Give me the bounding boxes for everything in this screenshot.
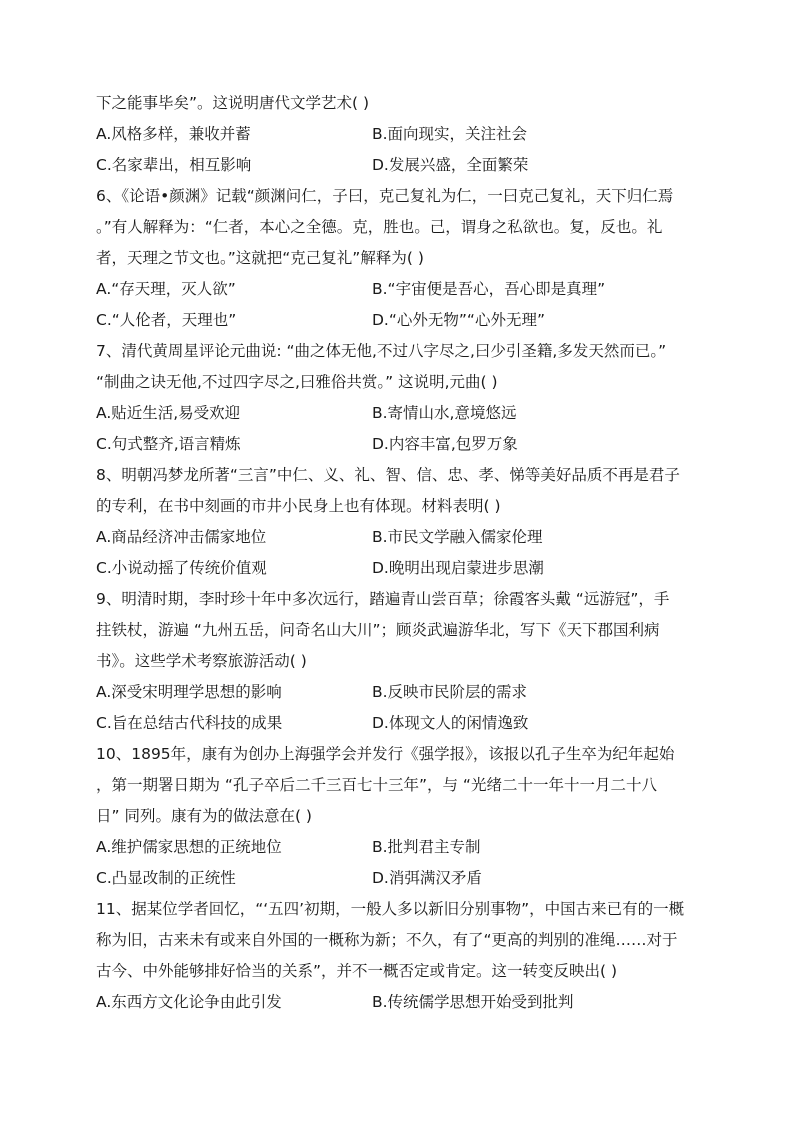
question-7-options-row-1	[96, 398, 696, 429]
question-8-options-row-1	[96, 522, 696, 553]
question-8-stem-line: 8、明朝冯梦龙所著“三言”中仁、义、礼、智、信、忠、孝、悌等美好品质不再是君子	[96, 466, 680, 484]
question-9-options-row-2	[96, 708, 696, 739]
question-7-option-b[interactable]: B.寄情山水,意境悠远	[372, 404, 517, 422]
question-9-option-c[interactable]: C.旨在总结古代科技的成果	[96, 714, 283, 732]
question-6-stem-line: 。”有人解释为：“仁者，本心之全德。克，胜也。己，谓身之私欲也。复，反也。礼	[96, 218, 663, 236]
question-9-stem-line: 9、明清时期，李时珍十年中多次远行，踏遍青山尝百草；徐霞客头戴 “远游冠”，手	[96, 590, 670, 608]
question-9-stem-line: 书》。这些学术考察旅游活动( )	[96, 652, 307, 670]
question-6-option-a[interactable]: A.“存天理，灭人欲”	[96, 280, 236, 298]
question-6-stem-line: 者，天理之节文也。”这就把“克己复礼”解释为( )	[96, 249, 424, 267]
question-6-options-row-2	[96, 305, 696, 336]
question-10-option-c[interactable]: C.凸显改制的正统性	[96, 869, 236, 887]
question-11-stem-line: 11、据某位学者回忆，“‘五四’初期，一般人多以新旧分别事物”，中国古来已有的一概	[96, 900, 685, 918]
question-8-option-a[interactable]: A.商品经济冲击儒家地位	[96, 528, 267, 546]
question-6-option-d[interactable]: D.“心外无物”“心外无理”	[372, 311, 545, 329]
question-9-option-b[interactable]: B.反映市民阶层的需求	[372, 683, 528, 701]
question-8-option-b[interactable]: B.市民文学融入儒家伦理	[372, 528, 543, 546]
question-10-stem-line: ，第一期署日期为 “孔子卒后二千三百七十三年”，与 “光绪二十一年十一月二十八	[96, 776, 657, 794]
question-10-options-row-1	[96, 832, 696, 863]
question-10-options-row-2	[96, 863, 696, 894]
question-5-option-d[interactable]: D.发展兴盛，全面繁荣	[372, 156, 529, 174]
question-7-option-a[interactable]: A.贴近生活,易受欢迎	[96, 404, 241, 422]
question-6-options-row-1	[96, 274, 696, 305]
question-8-option-c[interactable]: C.小说动摇了传统价值观	[96, 559, 267, 577]
question-5-options-row-2	[96, 150, 696, 181]
question-7-options-row-2	[96, 429, 696, 460]
question-11-stem-line: 称为旧，古来未有或来自外国的一概称为新；不久，有了“更高的判别的准绳……对于	[96, 931, 678, 949]
question-8-options-row-2	[96, 553, 696, 584]
question-8-option-d[interactable]: D.晚明出现启蒙进步思潮	[372, 559, 544, 577]
question-10-option-d[interactable]: D.消弭满汉矛盾	[372, 869, 482, 887]
question-9-option-a[interactable]: A.深受宋明理学思想的影响	[96, 683, 282, 701]
exam-page	[96, 88, 696, 1018]
question-9-options-row-1	[96, 677, 696, 708]
question-10-stem-line: 日” 同列。康有为的做法意在( )	[96, 807, 312, 825]
question-8-stem-line: 的专利，在书中刻画的市井小民身上也有体现。材料表明( )	[96, 497, 501, 515]
question-5-stem-tail: 下之能事毕矣”。这说明唐代文学艺术( )	[96, 94, 370, 112]
question-5-options-row-1	[96, 119, 696, 150]
question-6-stem-line: 6、《论语•颜渊》记载“颜渊问仁，子曰，克己复礼为仁，一曰克己复礼，天下归仁焉	[96, 187, 674, 205]
question-9-stem-line: 拄铁杖，游遍 “九州五岳，问奇名山大川”；顾炎武遍游华北，写下《天下郡国利病	[96, 621, 660, 639]
question-10-option-a[interactable]: A.维护儒家思想的正统地位	[96, 838, 282, 856]
question-10-option-b[interactable]: B.批判君主专制	[372, 838, 481, 856]
question-11-stem-line: 古今、中外能够排好恰当的关系”，并不一概否定或肯定。这一转变反映出( )	[96, 962, 618, 980]
question-11-option-a[interactable]: A.东西方文化论争由此引发	[96, 993, 282, 1011]
question-6-option-c[interactable]: C.“人伦者，天理也”	[96, 311, 237, 329]
question-6-option-b[interactable]: B.“宇宙便是吾心，吾心即是真理”	[372, 280, 606, 298]
question-7-stem-line: “制曲之诀无他,不过四字尽之,曰雅俗共赏。” 这说明,元曲( )	[96, 373, 498, 391]
question-9-option-d[interactable]: D.体现文人的闲情逸致	[372, 714, 529, 732]
question-11-option-b[interactable]: B.传统儒学思想开始受到批判	[372, 993, 574, 1011]
question-5-option-c[interactable]: C.名家辈出，相互影响	[96, 156, 252, 174]
question-11-options-row-1	[96, 987, 696, 1018]
question-7-option-d[interactable]: D.内容丰富,包罗万象	[372, 435, 518, 453]
question-5-option-b[interactable]: B.面向现实，关注社会	[372, 125, 528, 143]
question-7-option-c[interactable]: C.句式整齐,语言精炼	[96, 435, 241, 453]
question-7-stem-line: 7、清代黄周星评论元曲说: “曲之体无他,不过八字尽之,曰少引圣籍,多发天然而已。”	[96, 342, 667, 360]
question-5-option-a[interactable]: A.风格多样，兼收并蓄	[96, 125, 251, 143]
question-10-stem-line: 10、1895年，康有为创办上海强学会并发行《强学报》，该报以孔子生卒为纪年起始	[96, 745, 675, 763]
